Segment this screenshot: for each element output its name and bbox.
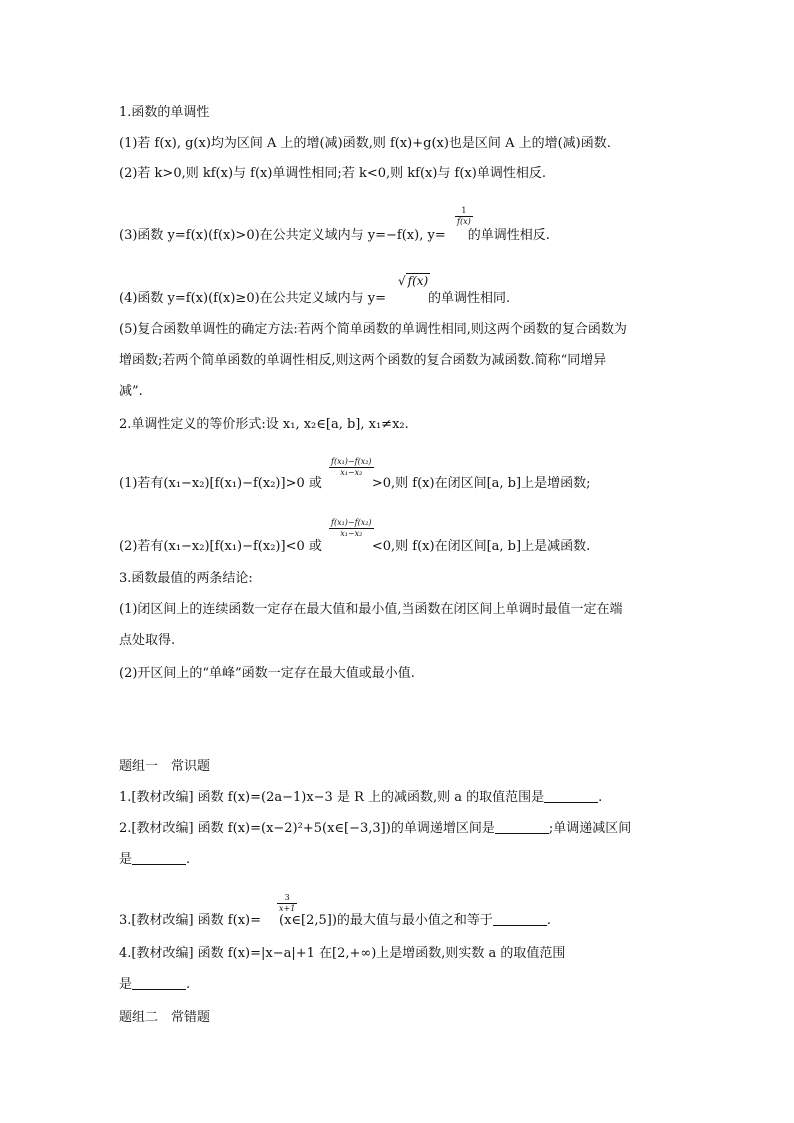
- sec1-item-4-sqrt: √ f(x): [398, 274, 429, 288]
- section-1-title: 1.函数的单调性: [119, 105, 210, 120]
- sec1-item-5-line-3: 减”.: [119, 384, 143, 399]
- question-2-line-2: 是 .: [119, 852, 191, 867]
- question-3-fraction: $\frac{3}{x+1}$: [279, 893, 296, 913]
- question-3: 3.[教材改编] 函数 f(x)= (x∈[2,5])的最大值与最小值之和等于 .: [119, 913, 552, 928]
- question-4-line-1: 4.[教材改编] 函数 f(x)=|x−a|+1 在[2,+∞)上是增函数,则实数 a 的取值范围: [119, 946, 566, 961]
- section-2-title: 2.单调性定义的等价形式:设 x₁, x₂∈[a, b], x₁≠x₂.: [119, 417, 409, 432]
- answer-blank[interactable]: [493, 912, 547, 926]
- question-4-line-2: 是 .: [119, 977, 191, 992]
- sec2-item-2-fraction: $\frac{\text{f(x₁)−f(x₂)}}{\text{x₁−x₂}}$: [331, 518, 372, 538]
- group-2-title: 题组二 常错题: [119, 1010, 211, 1025]
- section-3-title: 3.函数最值的两条结论:: [119, 571, 253, 586]
- sec1-item-3-fraction: $\frac{1}{f(x)}$: [457, 206, 471, 226]
- sec3-item-1-line-2: 点处取得.: [119, 633, 176, 648]
- answer-blank[interactable]: [544, 789, 598, 803]
- sec1-item-3: (3)函数 y=f(x)(f(x)>0)在公共定义域内与 y=−f(x), y= 的单调性相反.: [119, 228, 550, 243]
- sec1-item-2: (2)若 k>0,则 kf(x)与 f(x)单调性相同;若 k<0,则 kf(x)与 f(x)单调性相反.: [119, 166, 546, 181]
- question-1: 1.[教材改编] 函数 f(x)=(2a−1)x−3 是 R 上的减函数,则 a 的取值范围是 .: [119, 790, 603, 805]
- sec3-item-2: (2)开区间上的“单峰”函数一定存在最大值或最小值.: [119, 666, 415, 681]
- answer-blank[interactable]: [132, 976, 186, 990]
- sec2-item-1: (1)若有(x₁−x₂)[f(x₁)−f(x₂)]>0 或 >0,则 f(x)在闭区间[a, b]上是增函数;: [119, 476, 591, 491]
- sec2-item-1-fraction: $\frac{\text{f(x₁)−f(x₂)}}{\text{x₁−x₂}}$: [331, 457, 372, 477]
- sec1-item-1: (1)若 f(x), g(x)均为区间 A 上的增(减)函数,则 f(x)+g(x)也是区间 A 上的增(减)函数.: [119, 136, 611, 151]
- sec1-item-4: (4)函数 y=f(x)(f(x)≥0)在公共定义域内与 y= 的单调性相同.: [119, 291, 511, 306]
- answer-blank[interactable]: [495, 820, 549, 834]
- sec3-item-1-line-1: (1)闭区间上的连续函数一定存在最大值和最小值,当函数在闭区间上单调时最值一定在端: [119, 602, 623, 617]
- answer-blank[interactable]: [132, 851, 186, 865]
- group-1-title: 题组一 常识题: [119, 759, 211, 774]
- question-2-line-1: 2.[教材改编] 函数 f(x)=(x−2)²+5(x∈[−3,3])的单调递增区间是 ;单调递减区间: [119, 821, 632, 836]
- sec2-item-2: (2)若有(x₁−x₂)[f(x₁)−f(x₂)]<0 或 <0,则 f(x)在闭区间[a, b]上是减函数.: [119, 539, 591, 554]
- sec1-item-5-line-1: (5)复合函数单调性的确定方法:若两个简单函数的单调性相同,则这两个函数的复合函数为: [119, 322, 627, 337]
- sec1-item-5-line-2: 增函数;若两个简单函数的单调性相反,则这两个函数的复合函数为减函数.简称“同增异: [119, 353, 607, 368]
